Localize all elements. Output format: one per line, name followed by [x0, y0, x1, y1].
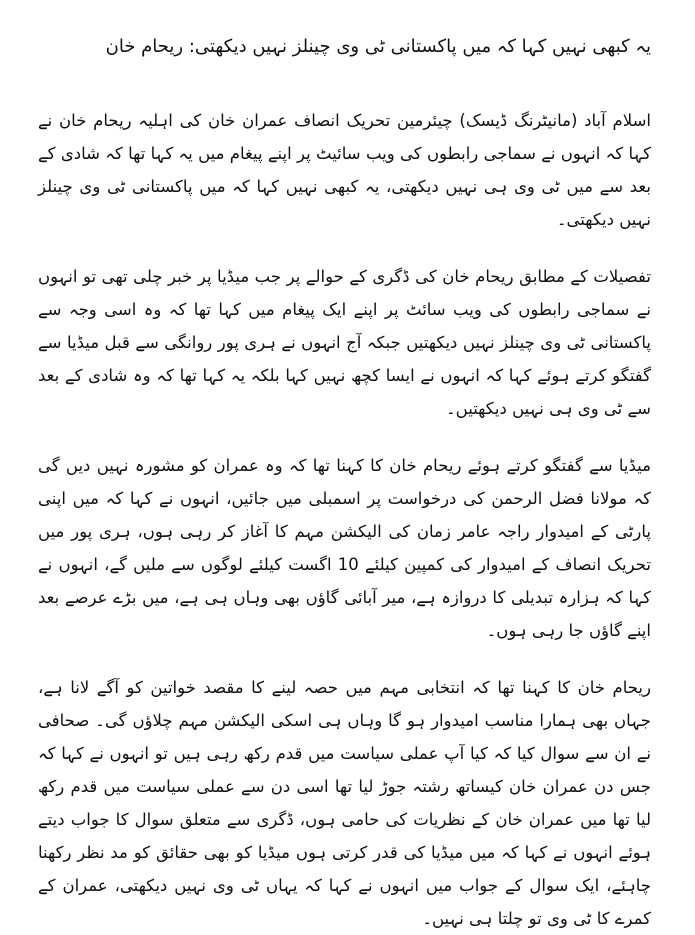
- article-paragraph-3: میڈیا سے گفتگو کرتے ہوئے ریحام خان کا کہنا تھا کہ وہ عمران کو مشورہ نہیں دیں گی کہ مولانا فضل الرحمن کی درخواست پر اسمبلی میں جائیں، انہوں نے کہا کہ میں اپنی پارٹی کے امیدوار راجہ عامر زمان کی الیکشن مہم کا آغاز کر رہی ہوں، ہری پور میں تحریک انصاف کے امیدوار کی کمپین کیلئے 10 اگست کیلئے لوگوں سے ملیں گے، انہوں نے کہا کہ ہزارہ تبدیلی کا دروازہ ہے، میر آبائی گاؤں بھی وہاں ہی ہے، میں بڑے عرصے بعد اپنے گاؤں جا رہی ہوں۔: [38, 456, 651, 640]
- article-paragraph-1: اسلام آباد (مانیٹرنگ ڈیسک) چیئرمین تحریک انصاف عمران خان کی اہلیہ ریحام خان نے کہا کہ انہوں نے سماجی رابطوں کی ویب سائیٹ پر اپنے پیغام میں یہ کہا تھا کہ شادی کے بعد سے میں ٹی وی ہی نہیں دیکھتی، یہ کبھی نہیں کہا کہ میں پاکستانی ٹی وی چینلز نہیں دیکھتی۔: [38, 111, 651, 229]
- article-paragraph-2: تفصیلات کے مطابق ریحام خان کی ڈگری کے حوالے پر جب میڈیا پر خبر چلی تھی تو انہوں نے سماجی رابطوں کی ویب سائٹ پر اپنے ایک پیغام میں کہا تھا کہ وہ اسی وجہ سے پاکستانی ٹی وی چینلز نہیں دیکھتیں جبکہ آج انہوں نے ہری پور روانگی سے قبل میڈیا سے گفتگو کرتے ہوئے کہا کہ انہوں نے ایسا کچھ نہیں کہا بلکہ یہ کہا تھا کہ وہ شادی کے بعد سے ٹی وی ہی نہیں دیکھتیں۔: [38, 267, 651, 418]
- article-paragraph-4: ریحام خان کا کہنا تھا کہ انتخابی مہم میں حصہ لینے کا مقصد خواتین کو آگے لانا ہے، جہاں بھی ہمارا مناسب امیدوار ہو گا وہاں ہی اسکی الیکشن مہم چلاؤں گی۔ صحافی نے ان سے سوال کیا کہ کیا آپ عملی سیاست میں قدم رکھ رہی ہیں تو انہوں نے کہا کہ جس دن عمران خان کیساتھ رشتہ جوڑ لیا تھا اسی دن سے عملی سیاست میں قدم رکھ لیا تھا میں عمران خان کے نظریات کی حامی ہوں، ڈگری سے متعلق سوال کا جواب دیتے ہوئے انہوں نے کہا کہ میں میڈیا کی قدر کرتی ہوں میڈیا کو بھی حقائق کو مد نظر رکھنا چاہئے، ایک سوال کے جواب میں انہوں نے کہا کہ یہاں ٹی وی نہیں دیکھتی، عمران کے کمرے کا ٹی وی تو چلتا ہی نہیں۔: [38, 678, 651, 928]
- article-headline: یہ کبھی نہیں کہا کہ میں پاکستانی ٹی وی چینلز نہیں دیکھتی: ریحام خان: [105, 36, 651, 57]
